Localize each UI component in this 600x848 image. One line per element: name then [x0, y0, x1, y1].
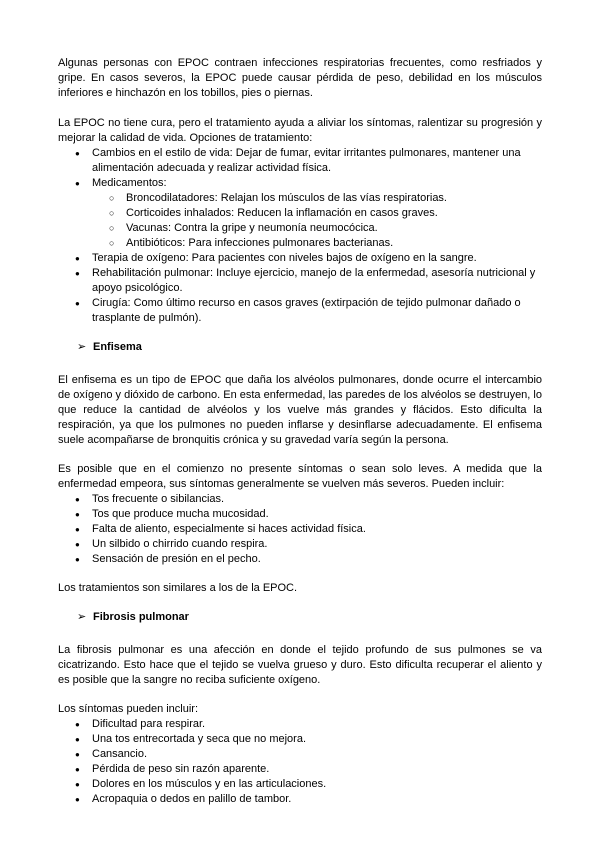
- enfisema-treatment-note: Los tratamientos son similares a los de la EPOC.: [58, 582, 298, 594]
- list-item: [58, 176, 542, 251]
- list-item: ○ Vacunas: Contra la gripe y neumonía neumocócica.: [92, 221, 542, 236]
- enfisema-symptoms-intro: Es posible que en el comienzo no presente síntomas o sean solo leves. A medida que la enfermedad empeora, sus síntomas generalmente se vuelven más severos. Pueden incluir:: [58, 463, 542, 490]
- treatment-intro-paragraph: La EPOC no tiene cura, pero el tratamiento ayuda a aliviar los síntomas, ralentizar su progresión y mejorar la calidad de vida. Opciones de tratamiento:: [58, 117, 542, 144]
- list-item: ● Acropaquia o dedos en palillo de tambor.: [58, 792, 542, 807]
- treatment-list: [58, 146, 542, 326]
- list-item: ● Cambios en el estilo de vida: Dejar de fumar, evitar irritantes pulmonares, mantener una alimentación adecuada y realizar actividad física.: [58, 146, 542, 176]
- arrow-bullet-icon: ➢: [77, 611, 87, 623]
- list-item: ● Cirugía: Como último recurso en casos graves (extirpación de tejido pulmonar dañado o trasplante de pulmón).: [58, 296, 542, 326]
- list-item: ● Pérdida de peso sin razón aparente.: [58, 762, 542, 777]
- document-page: [58, 56, 542, 807]
- list-item: ● Terapia de oxígeno: Para pacientes con niveles bajos de oxígeno en la sangre.: [58, 251, 542, 266]
- medications-list: [92, 191, 542, 251]
- enfisema-symptoms-list: [58, 492, 542, 567]
- fibrosis-symptoms-intro: Los síntomas pueden incluir:: [58, 703, 199, 715]
- list-item: ● Dificultad para respirar.: [58, 717, 542, 732]
- arrow-bullet-icon: ➢: [77, 341, 87, 353]
- section-heading-enfisema: [58, 340, 542, 355]
- list-item: ○ Broncodilatadores: Relajan los músculos de las vías respiratorias.: [92, 191, 542, 206]
- section-heading-text: Fibrosis pulmonar: [93, 611, 189, 623]
- list-item: ● Cansancio.: [58, 747, 542, 762]
- list-item: ● Rehabilitación pulmonar: Incluye ejercicio, manejo de la enfermedad, asesoría nutricional y apoyo psicológico.: [58, 266, 542, 296]
- list-item: ● Una tos entrecortada y seca que no mejora.: [58, 732, 542, 747]
- fibrosis-symptoms-list: [58, 717, 542, 807]
- section-heading-text: Enfisema: [93, 341, 142, 353]
- list-item: ● Falta de aliento, especialmente si haces actividad física.: [58, 522, 542, 537]
- list-item-label: Medicamentos:: [92, 177, 167, 189]
- list-item: ● Un silbido o chirrido cuando respira.: [58, 537, 542, 552]
- list-item: ○ Antibióticos: Para infecciones pulmonares bacterianas.: [92, 236, 542, 251]
- list-item: ● Tos que produce mucha mucosidad.: [58, 507, 542, 522]
- section-heading-fibrosis: [58, 610, 542, 625]
- intro-paragraph: Algunas personas con EPOC contraen infecciones respiratorias frecuentes, como resfriados y gripe. En casos severos, la EPOC puede causar pérdida de peso, debilidad en los músculos inferiores e hinchazón en los tobillos, pies o piernas.: [58, 57, 542, 99]
- fibrosis-paragraph: La fibrosis pulmonar es una afección en donde el tejido profundo de sus pulmones se va cicatrizando. Esto hace que el tejido se vuelva grueso y duro. Esto dificulta recuperar el aliento y es posible que la sangre no reciba suficiente oxígeno.: [58, 644, 542, 686]
- enfisema-paragraph: El enfisema es un tipo de EPOC que daña los alvéolos pulmonares, donde ocurre el intercambio de oxígeno y dióxido de carbono. En esta enfermedad, las paredes de los alvéolos se destruyen, lo que reduce la cantidad de alvéolos y los vuelve más grandes y flácidos. Esto dificulta la respiración, ya que los pulmones no pueden inflarse y desinflarse adecuadamente. El enfisema suele acompañarse de bronquitis crónica y su gravedad varía según la persona.: [58, 374, 542, 446]
- list-item: ○ Corticoides inhalados: Reducen la inflamación en casos graves.: [92, 206, 542, 221]
- list-item: ● Dolores en los músculos y en las articulaciones.: [58, 777, 542, 792]
- list-item: ● Tos frecuente o sibilancias.: [58, 492, 542, 507]
- list-item: ● Sensación de presión en el pecho.: [58, 552, 542, 567]
